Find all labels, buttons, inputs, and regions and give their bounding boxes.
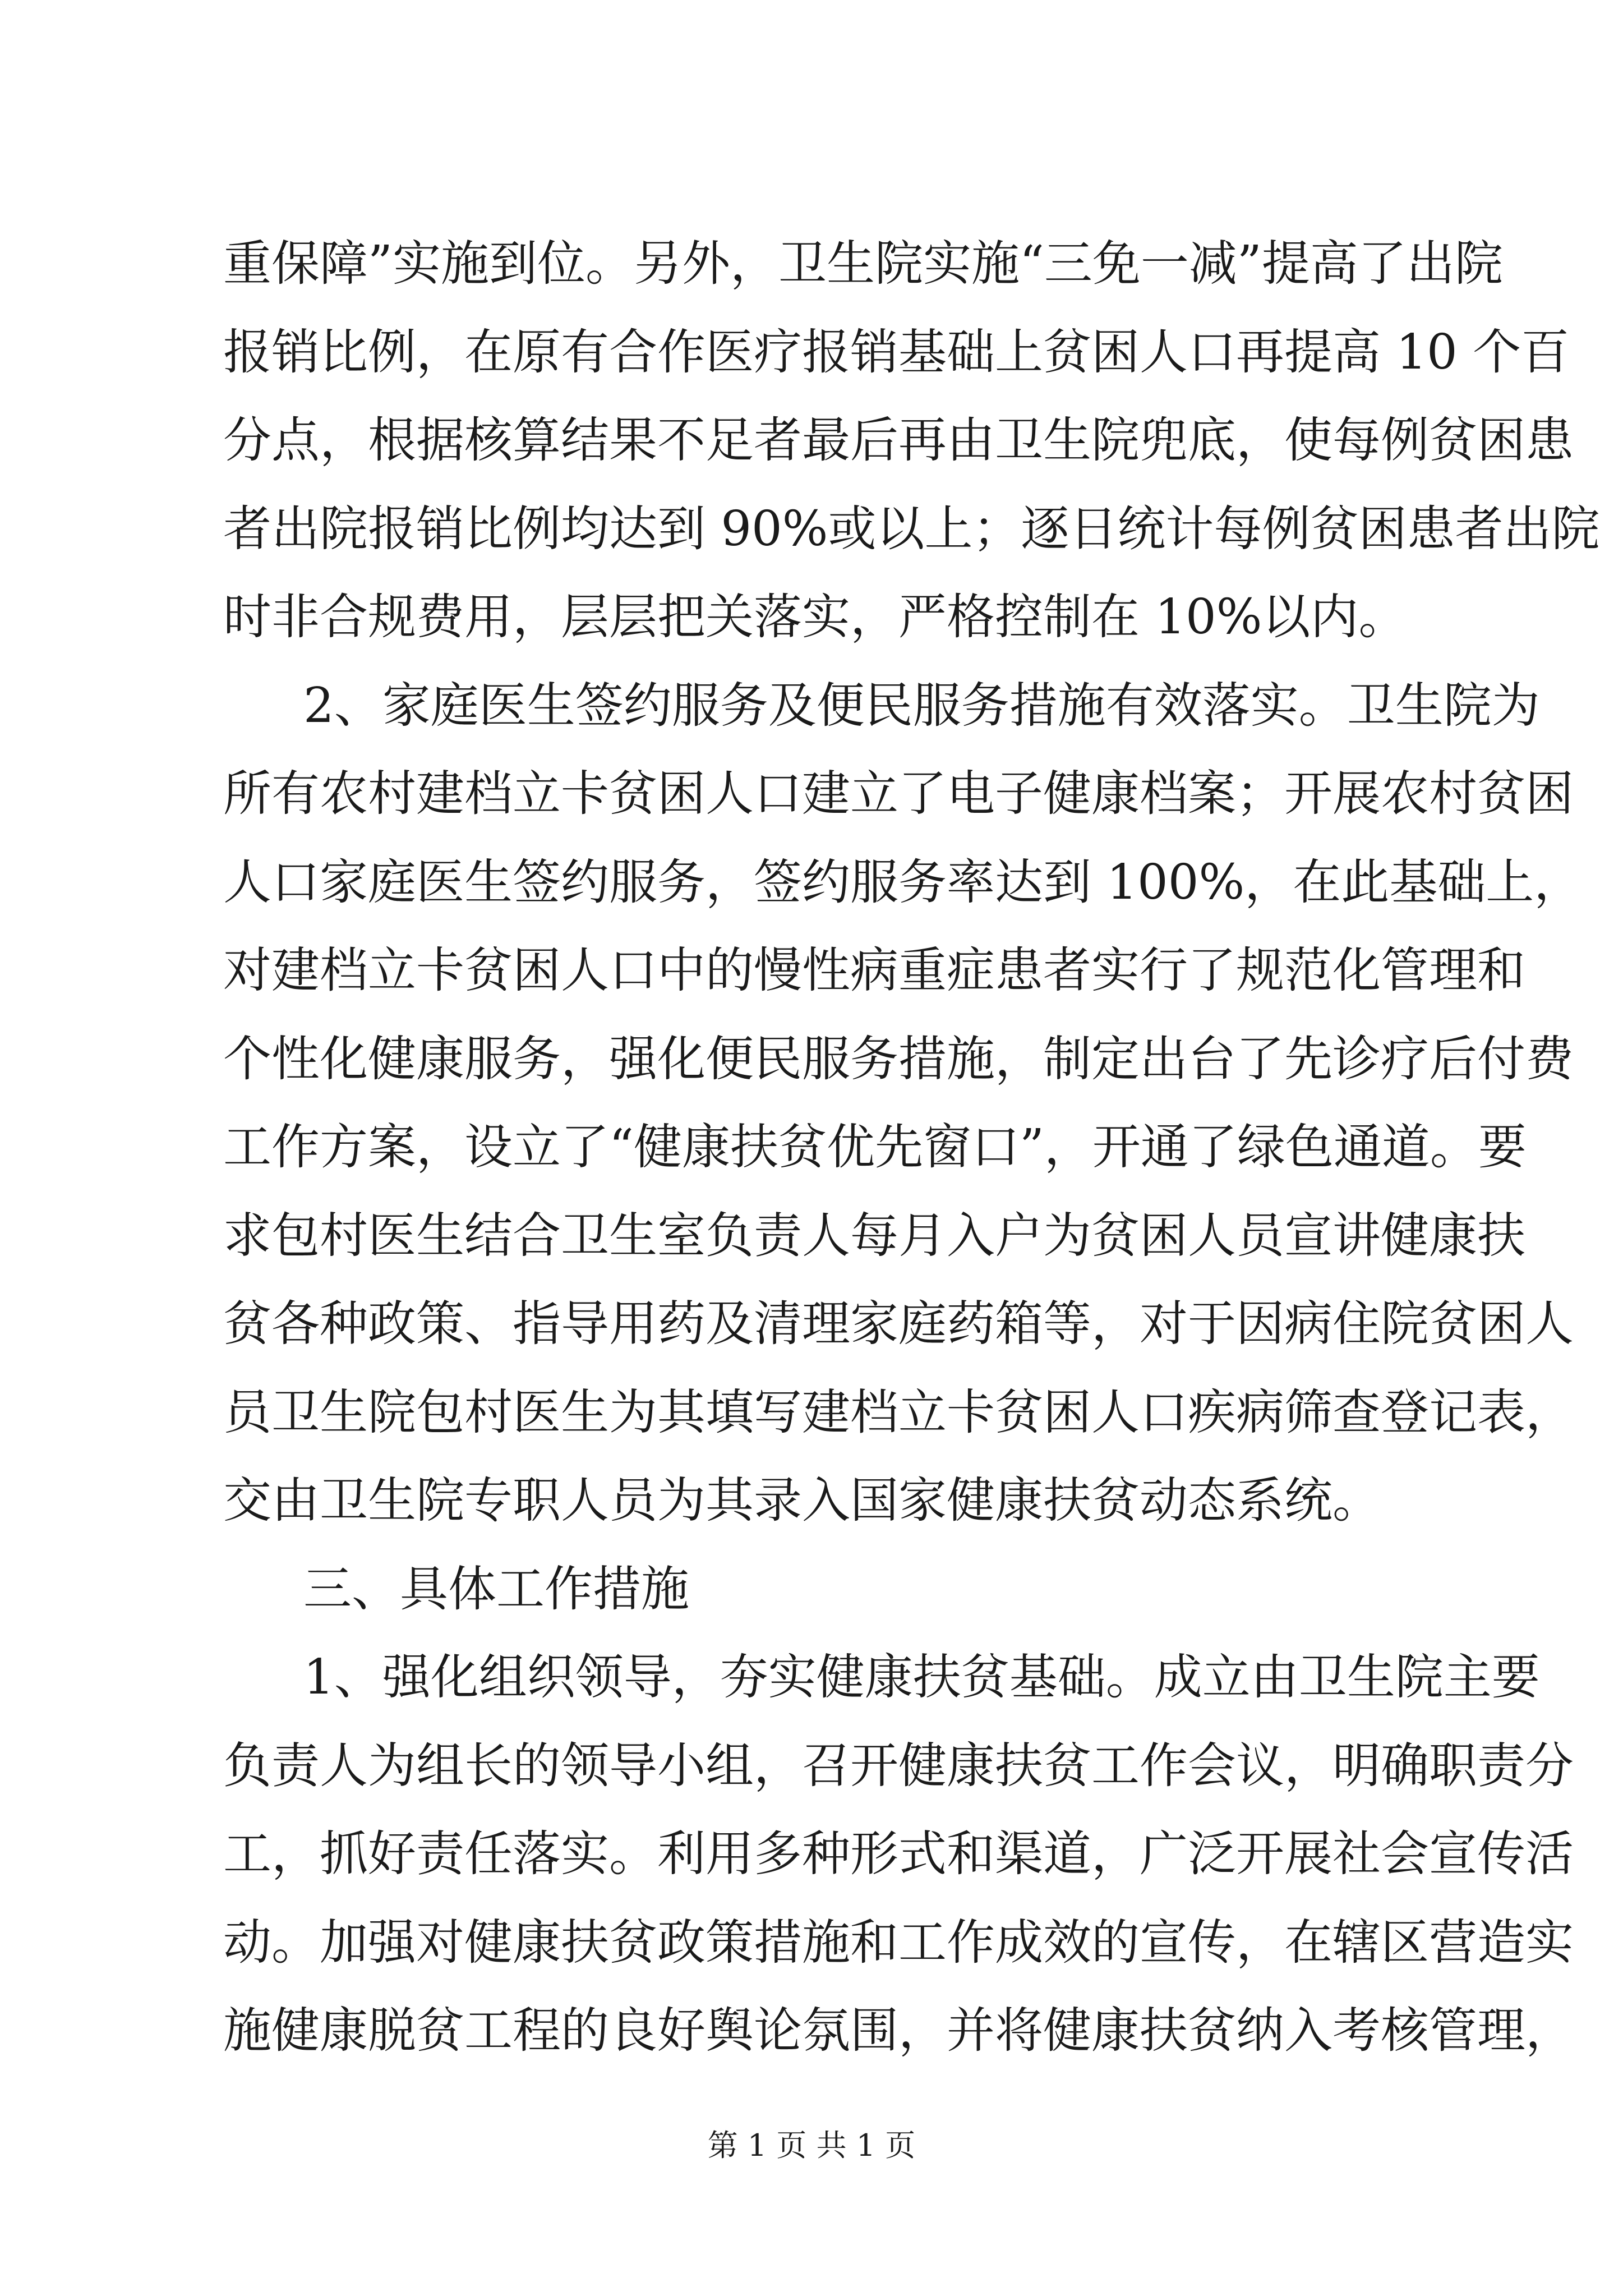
page-number-label: 第 1 页 共 1 页 [707,2128,916,2163]
page-footer [0,2126,1623,2165]
text-line: 对建档立卡贫困人口中的慢性病重症患者实行了规范化管理和 [223,942,1525,999]
text-line: 负责人为组长的领导小组，召开健康扶贫工作会议，明确职责分 [223,1738,1574,1794]
text-line: 人口家庭医生签约服务，签约服务率达到 100%，在此基础上， [223,854,1583,910]
text-line: 工，抓好责任落实。利用多种形式和渠道，广泛开展社会宣传活 [223,1826,1574,1882]
text-line: 个性化健康服务，强化便民服务措施，制定出台了先诊疗后付费 [223,1031,1574,1087]
text-line: 报销比例，在原有合作医疗报销基础上贫困人口再提高 10 个百 [223,324,1570,380]
text-line: 重保障”实施到位。另外，卫生院实施“三免一减”提高了出院 [223,236,1503,292]
paragraph-start-line: 2、家庭医生签约服务及便民服务措施有效落实。卫生院为 [303,678,1540,734]
text-line: 工作方案，设立了“健康扶贫优先窗口”，开通了绿色通道。要 [223,1119,1527,1175]
section-heading: 三、具体工作措施 [303,1561,689,1617]
text-line: 施健康脱贫工程的良好舆论氛围，并将健康扶贫纳入考核管理， [223,2003,1574,2059]
paragraph-start-line: 1、强化组织领导，夯实健康扶贫基础。成立由卫生院主要 [303,1649,1540,1705]
text-line: 分点，根据核算结果不足者最后再由卫生院兜底，使每例贫困患 [223,412,1574,468]
text-line: 时非合规费用，层层把关落实，严格控制在 10%以内。 [223,589,1407,645]
text-line: 贫各种政策、指导用药及清理家庭药箱等，对于因病住院贫困人 [223,1296,1574,1352]
text-line: 所有农村建档立卡贫困人口建立了电子健康档案；开展农村贫困 [223,766,1574,822]
text-line: 动。加强对健康扶贫政策措施和工作成效的宣传，在辖区营造实 [223,1915,1574,1971]
text-line: 交由卫生院专职人员为其录入国家健康扶贫动态系统。 [223,1473,1381,1529]
text-line: 员卫生院包村医生为其填写建档立卡贫困人口疾病筛查登记表， [223,1384,1574,1441]
text-line: 求包村医生结合卫生室负责人每月入户为贫困人员宣讲健康扶 [223,1208,1525,1264]
text-line: 者出院报销比例均达到 90%或以上；逐日统计每例贫困患者出院 [223,501,1600,557]
